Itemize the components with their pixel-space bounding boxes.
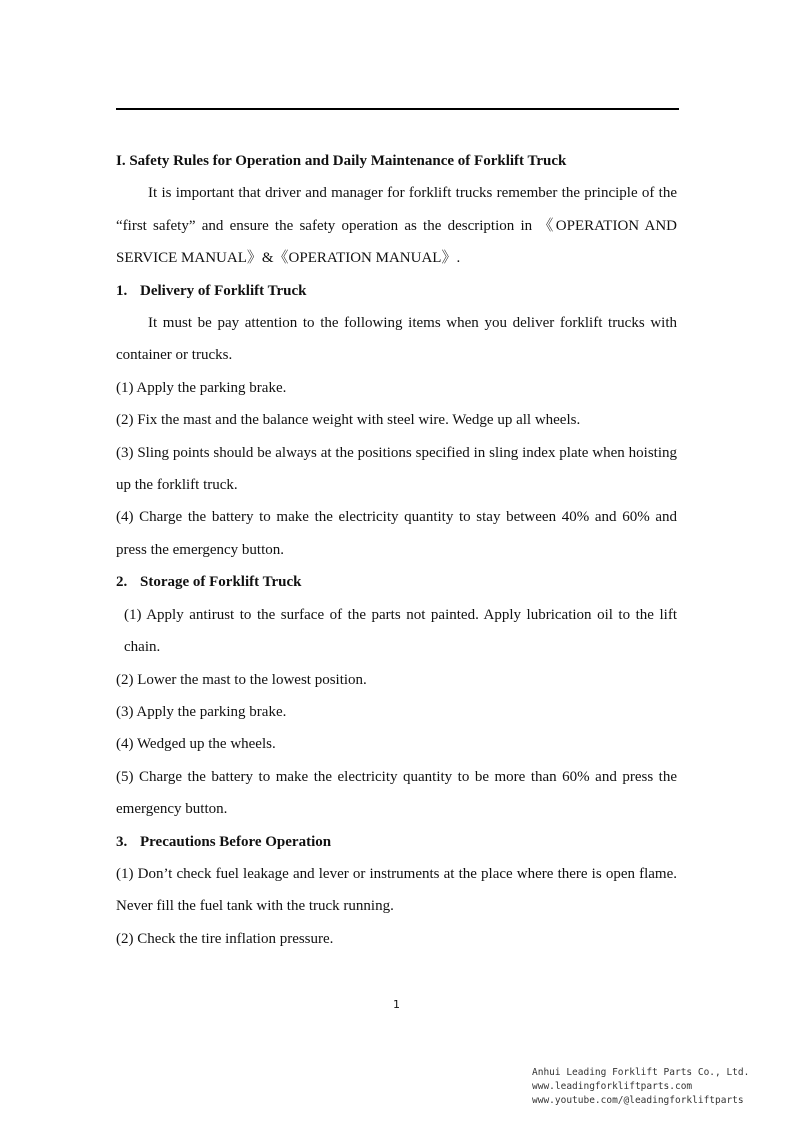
list-item: (2) Fix the mast and the balance weight with steel wire. Wedge up all wheels.	[116, 412, 581, 429]
section-title: Delivery of Forklift Truck	[140, 282, 307, 299]
list-item: (3) Apply the parking brake.	[116, 703, 287, 720]
section-number: 2.	[116, 574, 128, 591]
section-heading-delivery	[116, 275, 677, 307]
section-heading-storage	[116, 566, 677, 598]
list-item: (5) Charge the battery to make the electricity quantity to be more than 60% and press the emergency button.	[116, 768, 677, 818]
header-rule	[116, 108, 679, 110]
section-lead-paragraph: It must be pay attention to the following items when you deliver forklift trucks with container or trucks.	[116, 315, 677, 364]
footer-website-link[interactable]: www.leadingforkliftparts.com	[532, 1081, 693, 1092]
section-heading-precautions	[116, 826, 677, 858]
footer	[532, 1066, 749, 1108]
intro-paragraph: It is important that driver and manager for forklift trucks remember the principle of the “first safety” and ensure the safety operation as the description in 《OPERATION AND SERVICE MANUAL》&《OPERATION MANUAL》.	[116, 185, 677, 267]
list-item: (1) Don’t check fuel leakage and lever or instruments at the place where there is open flame. Never fill the fuel tank with the truck running.	[116, 865, 677, 915]
list-item: (3) Sling points should be always at the positions specified in sling index plate when hoisting up the forklift truck.	[116, 444, 677, 494]
list-item: (4) Charge the battery to make the electricity quantity to stay between 40% and 60% and press the emergency button.	[116, 509, 677, 558]
list-item: (2) Lower the mast to the lowest position.	[116, 671, 367, 688]
list-item: (1) Apply antirust to the surface of the parts not painted. Apply lubrication oil to the lift chain.	[124, 606, 677, 656]
section-title: Storage of Forklift Truck	[140, 574, 302, 591]
document-body	[116, 145, 677, 955]
footer-youtube-link[interactable]: www.youtube.com/@leadingforkliftparts	[532, 1095, 744, 1106]
page-number: 1	[393, 998, 400, 1011]
footer-company: Anhui Leading Forklift Parts Co., Ltd.	[532, 1067, 750, 1078]
section-number: 1.	[116, 282, 128, 299]
document-title: I. Safety Rules for Operation and Daily Maintenance of Forklift Truck	[116, 153, 567, 169]
section-number: 3.	[116, 833, 128, 850]
list-item: (4) Wedged up the wheels.	[116, 736, 276, 753]
list-item: (1) Apply the parking brake.	[116, 379, 287, 396]
section-title: Precautions Before Operation	[140, 833, 332, 850]
list-item: (2) Check the tire inflation pressure.	[116, 930, 334, 947]
